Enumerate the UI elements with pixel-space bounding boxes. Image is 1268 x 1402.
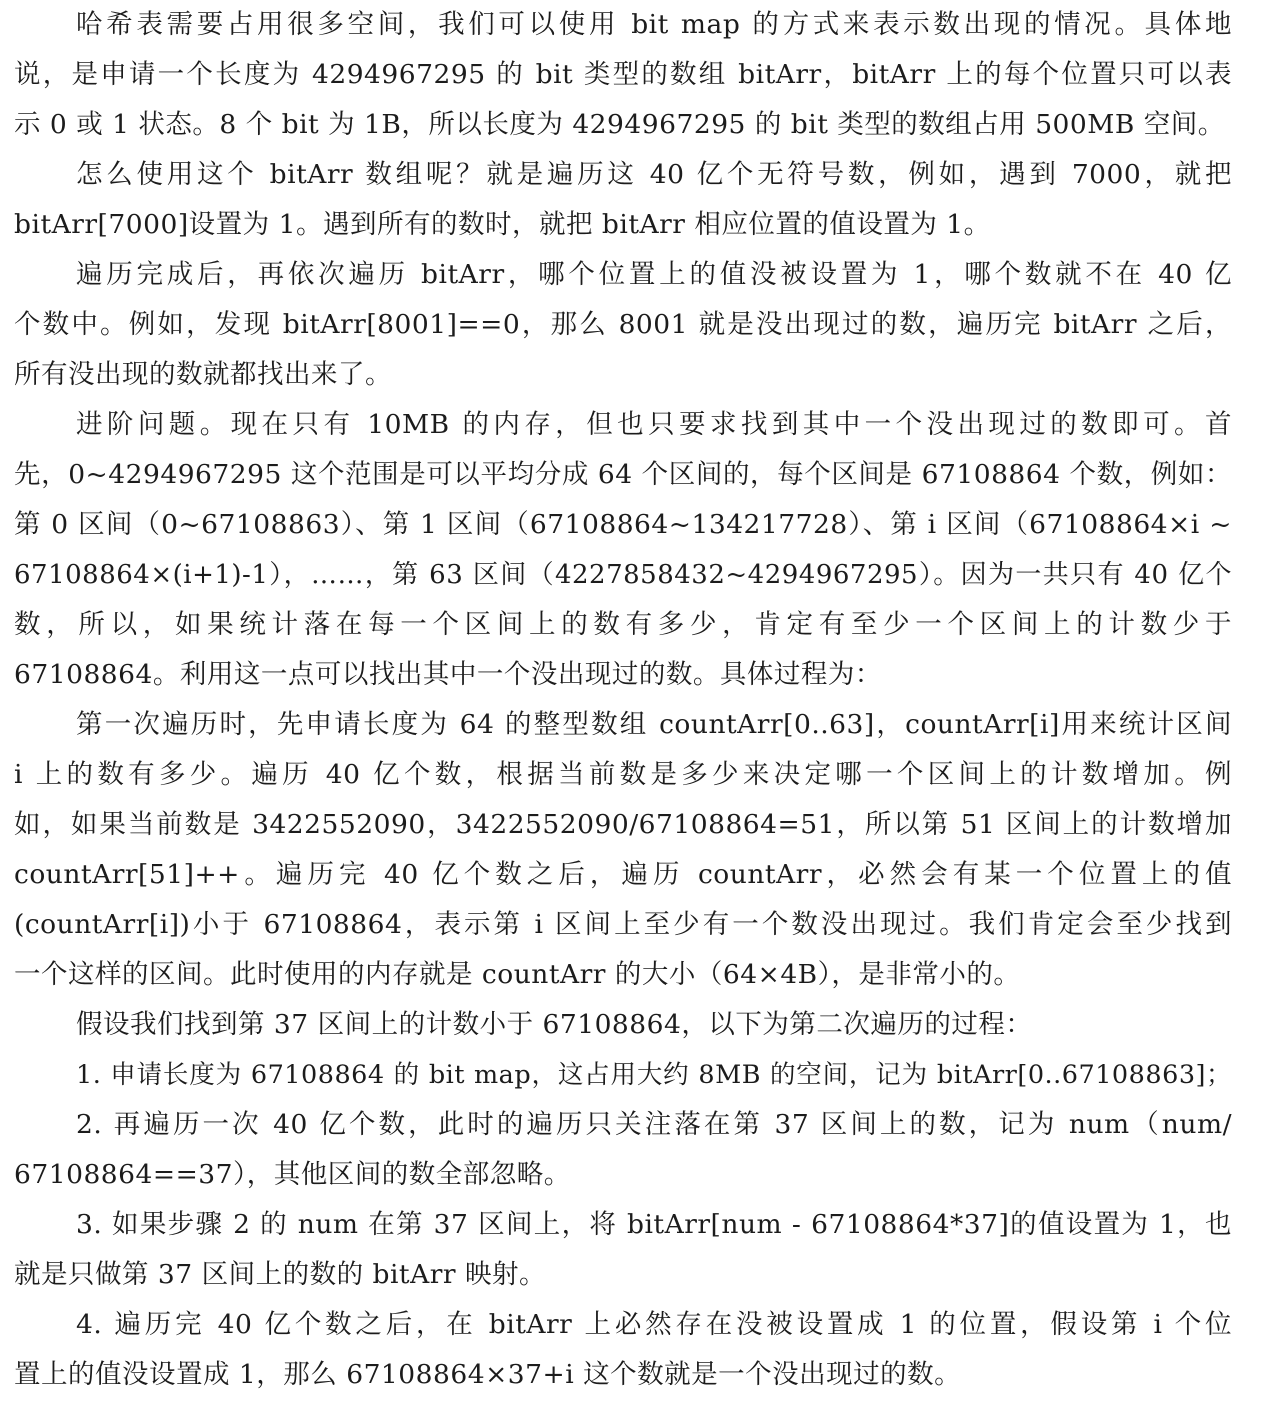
paragraph-line: countArr[51]++。遍历完 40 亿个数之后，遍历 countArr，必然会有某一个位置上的值 xyxy=(14,859,1232,890)
paragraph-line: 说，是申请一个长度为 4294967295 的 bit 类型的数组 bitArr，bitArr 上的每个位置只可以表 xyxy=(14,59,1232,90)
paragraph-line: i 上的数有多少。遍历 40 亿个数，根据当前数是多少来决定哪一个区间上的计数增加。例 xyxy=(14,759,1232,790)
paragraph-line: 一个这样的区间。此时使用的内存就是 countArr 的大小（64×4B），是非常小的。 xyxy=(14,959,1021,990)
list-item-4: 4. 遍历完 40 亿个数之后，在 bitArr 上必然存在没被设置成 1 的位置，假设第 i 个位 xyxy=(76,1309,1232,1340)
list-item-2: 2. 再遍历一次 40 亿个数，此时的遍历只关注落在第 37 区间上的数，记为 num（num/ xyxy=(76,1109,1232,1140)
list-item-4-continued: 置上的值没设置成 1，那么 67108864×37+i 这个数就是一个没出现过的数。 xyxy=(14,1359,962,1390)
paragraph-line: 假设我们找到第 37 区间上的计数小于 67108864，以下为第二次遍历的过程： xyxy=(76,1009,1033,1040)
paragraph-line: 67108864×(i+1)-1），……，第 63 区间（4227858432~4294967295）。因为一共只有 40 亿个 xyxy=(14,560,1232,590)
paragraph-line: 遍历完成后，再依次遍历 bitArr，哪个位置上的值没被设置为 1，哪个数就不在 40 亿 xyxy=(76,259,1232,290)
paragraph-line: 数，所以，如果统计落在每一个区间上的数有多少，肯定有至少一个区间上的计数少于 xyxy=(14,609,1232,640)
paragraph-line: 67108864。利用这一点可以找出其中一个没出现过的数。具体过程为： xyxy=(14,659,882,690)
paragraph-line: 所有没出现的数就都找出来了。 xyxy=(14,359,392,390)
paragraph-line: 怎么使用这个 bitArr 数组呢？就是遍历这 40 亿个无符号数，例如，遇到 7000，就把 xyxy=(76,159,1232,190)
paragraph-line: 第一次遍历时，先申请长度为 64 的整型数组 countArr[0..63]，countArr[i]用来统计区间 xyxy=(76,709,1232,740)
list-item-1: 1. 申请长度为 67108864 的 bit map，这占用大约 8MB 的空间，记为 bitArr[0..67108863]； xyxy=(76,1060,1232,1090)
paragraph-line: 如，如果当前数是 3422552090，3422552090/67108864=51，所以第 51 区间上的计数增加 xyxy=(14,809,1232,840)
list-item-3: 3. 如果步骤 2 的 num 在第 37 区间上，将 bitArr[num - 67108864*37]的值设置为 1，也 xyxy=(76,1209,1232,1240)
paragraph-line: 进阶问题。现在只有 10MB 的内存，但也只要求找到其中一个没出现过的数即可。首 xyxy=(76,409,1232,440)
paragraph-line: (countArr[i])小于 67108864，表示第 i 区间上至少有一个数没出现过。我们肯定会至少找到 xyxy=(14,909,1232,940)
paragraph-line: 示 0 或 1 状态。8 个 bit 为 1B，所以长度为 4294967295 的 bit 类型的数组占用 500MB 空间。 xyxy=(14,109,1225,140)
paragraph-line: 哈希表需要占用很多空间，我们可以使用 bit map 的方式来表示数出现的情况。具体地 xyxy=(76,9,1232,40)
paragraph-line: 个数中。例如，发现 bitArr[8001]==0，那么 8001 就是没出现过的数，遍历完 bitArr 之后， xyxy=(14,309,1232,340)
paragraph-line: bitArr[7000]设置为 1。遇到所有的数时，就把 bitArr 相应位置的值设置为 1。 xyxy=(14,209,991,240)
paragraph-line: 先，0~4294967295 这个范围是可以平均分成 64 个区间的，每个区间是 67108864 个数，例如： xyxy=(14,459,1232,490)
paragraph-line: 第 0 区间（0~67108863）、第 1 区间（67108864~134217728）、第 i 区间（67108864×i ~ xyxy=(14,509,1232,540)
list-item-3-continued: 就是只做第 37 区间上的数的 bitArr 映射。 xyxy=(14,1259,546,1290)
list-item-2-continued: 67108864==37），其他区间的数全部忽略。 xyxy=(14,1159,571,1190)
